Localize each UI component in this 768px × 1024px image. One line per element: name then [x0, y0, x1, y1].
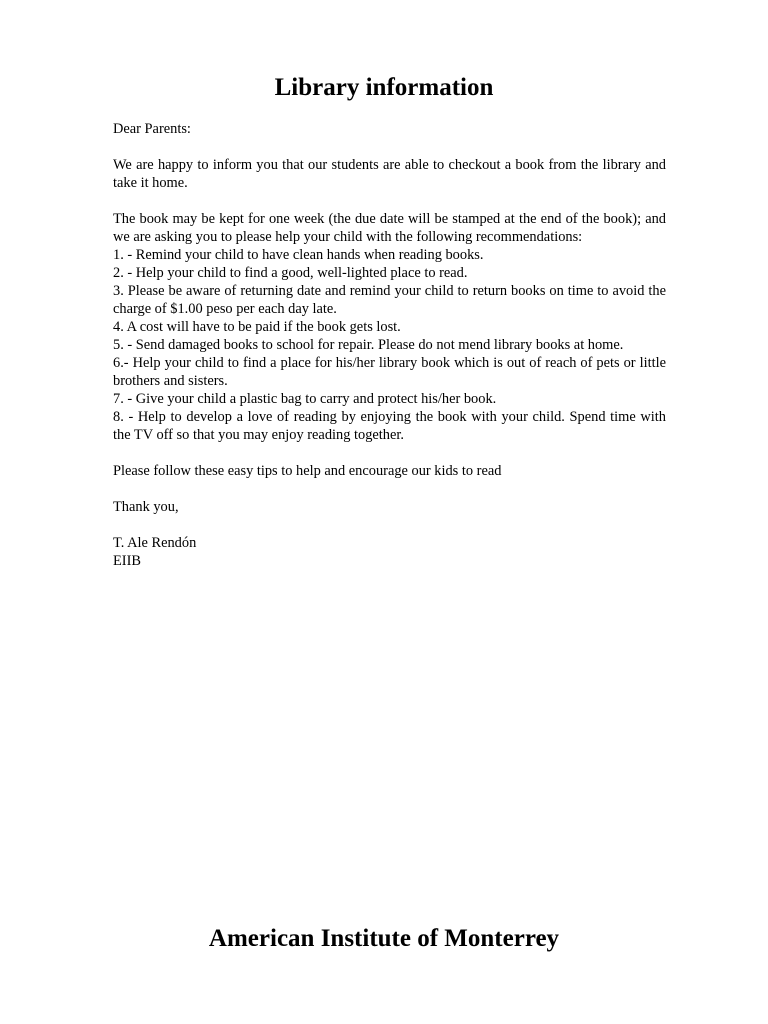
- recommendation-item-7: 7. - Give your child a plastic bag to carry and protect his/her book.: [113, 391, 497, 407]
- paragraph-gap: [113, 480, 666, 498]
- signature-organization: EIIB: [113, 553, 141, 569]
- letter-body: [113, 120, 666, 570]
- paragraph-gap: [113, 192, 666, 210]
- document-title: Library information: [274, 74, 494, 101]
- recommendation-item-2: 2. - Help your child to find a good, well-lighted place to read.: [113, 265, 468, 281]
- paragraph-gap: [113, 516, 666, 534]
- closing-note: Please follow these easy tips to help and encourage our kids to read: [113, 463, 502, 479]
- paragraph-gap: [113, 138, 666, 156]
- footer-institution: American Institute of Monterrey: [208, 925, 560, 952]
- thanks-line: Thank you,: [113, 499, 179, 515]
- recommendation-item-1: 1. - Remind your child to have clean hands when reading books.: [113, 247, 484, 263]
- recommendation-item-8: 8. - Help to develop a love of reading by enjoying the book with your child. Spend time with the TV off so that you may enjoy reading together.: [113, 409, 666, 443]
- policy-paragraph: The book may be kept for one week (the due date will be stamped at the end of the book); and we are asking you to please help your child with the following recommendations:: [113, 211, 666, 245]
- signature-name: T. Ale Rendón: [113, 535, 197, 551]
- paragraph-gap: [113, 444, 666, 462]
- recommendation-item-6: 6.- Help your child to find a place for his/her library book which is out of reach of pets or little brothers and sisters.: [113, 355, 666, 389]
- intro-paragraph: We are happy to inform you that our students are able to checkout a book from the library and take it home.: [113, 157, 666, 191]
- recommendation-item-4: 4. A cost will have to be paid if the book gets lost.: [113, 319, 401, 335]
- recommendation-item-3: 3. Please be aware of returning date and remind your child to return books on time to avoid the charge of $1.00 peso per each day late.: [113, 283, 666, 317]
- recommendation-item-5: 5. - Send damaged books to school for repair. Please do not mend library books at home.: [113, 337, 624, 353]
- salutation: Dear Parents:: [113, 121, 191, 137]
